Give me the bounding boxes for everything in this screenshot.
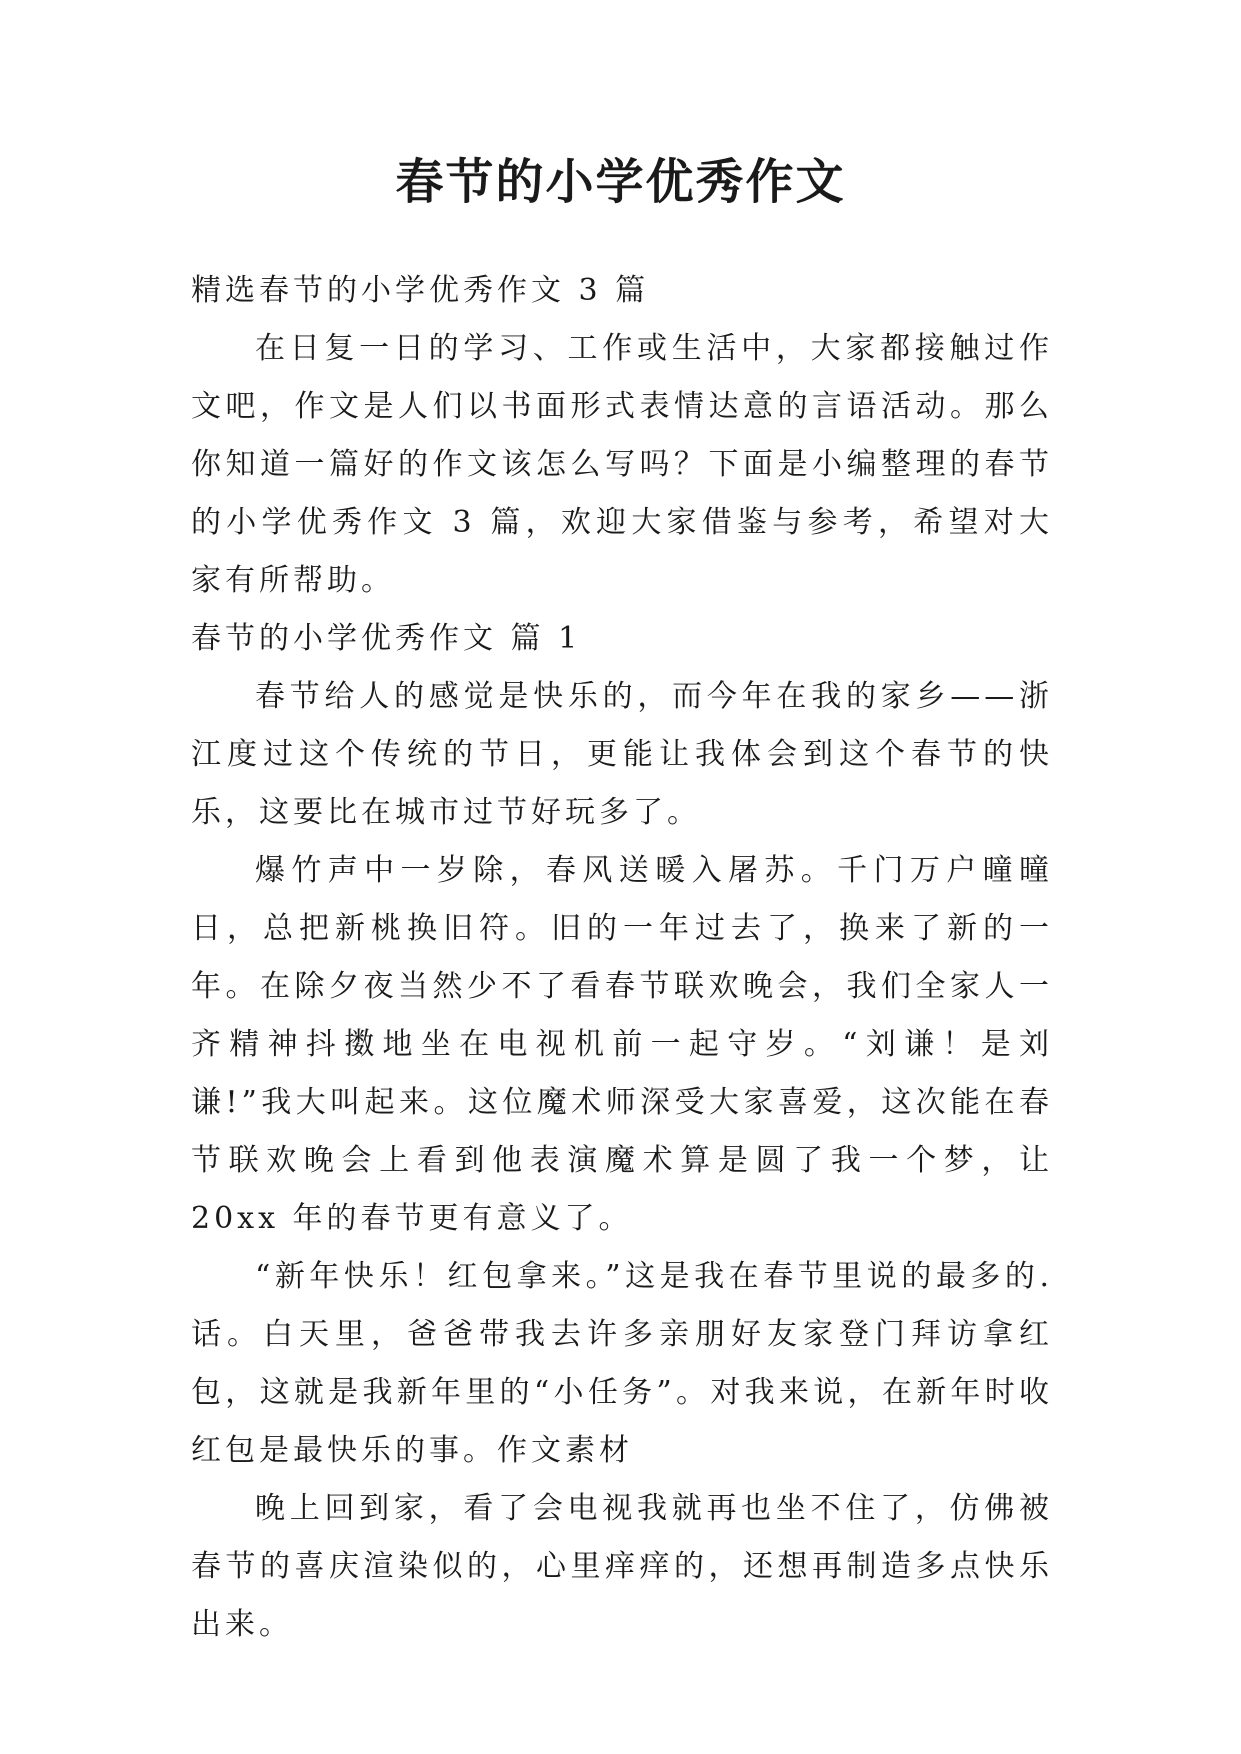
intro-heading: 精选春节的小学优秀作文 3 篇 bbox=[191, 273, 650, 308]
paragraph-4: 晚上回到家，看了会电视我就再也坐不住了，仿佛被春节的喜庆渲染似的，心里痒痒的，还想再制造多点快乐出来。 bbox=[191, 1491, 1053, 1642]
paragraph-3: “新年快乐！红包拿来。”这是我在春节里说的最多的.话。白天里，爸爸带我去许多亲朋好友家登门拜访拿红包，这就是我新年里的“小任务”。对我来说，在新年时收红包是最快乐的事。作文素材 bbox=[191, 1259, 1053, 1468]
document-body bbox=[191, 262, 1053, 1654]
document-title: 春节的小学优秀作文 bbox=[395, 154, 846, 210]
paragraph-1: 春节给人的感觉是快乐的，而今年在我的家乡——浙江度过这个传统的节日，更能让我体会到这个春节的快乐，这要比在城市过节好玩多了。 bbox=[191, 679, 1053, 830]
intro-paragraph: 在日复一日的学习、工作或生活中，大家都接触过作文吧，作文是人们以书面形式表情达意的言语活动。那么你知道一篇好的作文该怎么写吗？下面是小编整理的春节的小学优秀作文 3 篇，欢迎大家借鉴与参考，希望对大家有所帮助。 bbox=[191, 331, 1053, 598]
paragraph-2: 爆竹声中一岁除，春风送暖入屠苏。千门万户曈曈日，总把新桃换旧符。旧的一年过去了，换来了新的一年。在除夕夜当然少不了看春节联欢晚会，我们全家人一齐精神抖擞地坐在电视机前一起守岁。“刘谦！是刘谦!”我大叫起来。这位魔术师深受大家喜爱，这次能在春节联欢晚会上看到他表演魔术算是圆了我一个梦，让 20xx 年的春节更有意义了。 bbox=[191, 853, 1053, 1236]
section-heading: 春节的小学优秀作文 篇 1 bbox=[191, 621, 582, 656]
